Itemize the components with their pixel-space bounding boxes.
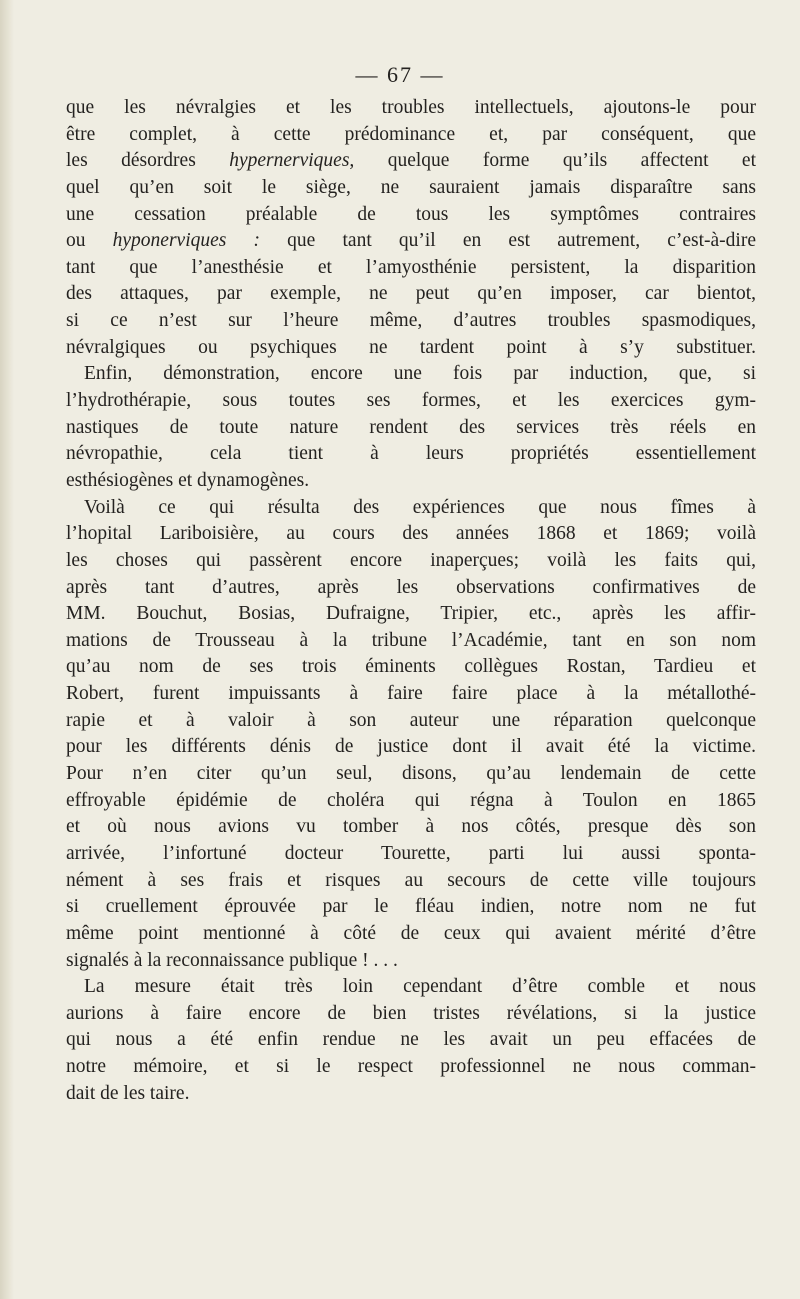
- text-line: que les névralgies et les troubles intellectuels, ajoutons-le pour: [66, 97, 756, 118]
- text-line: si cruellement éprouvée par le fléau indien, notre nom ne fut: [66, 896, 756, 918]
- text-line: après tant d’autres, après les observations confirmatives de: [66, 576, 756, 598]
- text-segment: quelque forme qu’ils affectent et: [354, 150, 756, 172]
- text-line: Voilà ce qui résulta des expériences que nous fîmes à: [84, 496, 756, 518]
- text-line: l’hydrothérapie, sous toutes ses formes, et les exercices gym-: [66, 390, 756, 412]
- text-line: La mesure était très loin cependant d’être comble et nous: [84, 976, 756, 998]
- text-line: [66, 148, 756, 175]
- text-line: aurions à faire encore de bien tristes révélations, si la justice: [66, 1002, 756, 1024]
- text-line: pour les différents dénis de justice dont il avait été la victime.: [66, 736, 756, 758]
- text-line: MM. Bouchut, Bosias, Dufraigne, Tripier, etc., après les affir-: [66, 603, 756, 625]
- text-line: qui nous a été enfin rendue ne les avait un peu effacées de: [66, 1029, 756, 1051]
- text-line: nastiques de toute nature rendent des services très réels en: [66, 416, 756, 438]
- text-line: nément à ses frais et risques au secours de cette ville toujours: [66, 869, 756, 891]
- text-line: rapie et à valoir à son auteur une réparation quelconque: [66, 709, 756, 731]
- text-line: si ce n’est sur l’heure même, d’autres troubles spasmodiques,: [66, 310, 756, 332]
- text-line: quel qu’en soit le siège, ne sauraient jamais disparaître sans: [66, 176, 756, 198]
- text-line: effroyable épidémie de choléra qui régna à Toulon en 1865: [66, 789, 756, 811]
- text-line: des attaques, par exemple, ne peut qu’en imposer, car bientot,: [66, 283, 756, 305]
- text-line: même point mentionné à côté de ceux qui avaient mérité d’être: [66, 922, 756, 944]
- body-text: [66, 95, 756, 1107]
- text-line: les choses qui passèrent encore inaperçues; voilà les faits qui,: [66, 549, 756, 571]
- text-line: esthésiogènes et dynamogènes.: [66, 469, 310, 491]
- text-segment: que tant qu’il en est autrement, c’est-à-dire: [260, 230, 756, 252]
- page-binding-edge: [0, 0, 14, 1299]
- text-line: Robert, furent impuissants à faire faire place à la métallothé-: [66, 683, 756, 705]
- page-number: — 67 —: [355, 62, 445, 87]
- text-segment: ou: [66, 230, 113, 252]
- text-line: et où nous avions vu tomber à nos côtés, presque dès son: [66, 816, 756, 838]
- text-line: mations de Trousseau à la tribune l’Académie, tant en son nom: [66, 629, 756, 651]
- text-line: arrivée, l’infortuné docteur Tourette, parti lui aussi sponta-: [66, 842, 756, 864]
- text-line: une cessation préalable de tous les symptômes contraires: [66, 203, 756, 225]
- text-line: l’hopital Lariboisière, au cours des années 1868 et 1869; voilà: [66, 523, 756, 545]
- text-line: [66, 228, 756, 255]
- text-line: névralgiques ou psychiques ne tardent point à s’y substituer.: [66, 336, 756, 358]
- text-line: signalés à la reconnaissance publique ! . . .: [66, 949, 398, 971]
- text-line: Enfin, démonstration, encore une fois par induction, que, si: [84, 363, 756, 385]
- text-line: Pour n’en citer qu’un seul, disons, qu’au lendemain de cette: [66, 763, 756, 785]
- italic-term: hypernerviques,: [229, 150, 355, 172]
- text-segment: les désordres: [66, 150, 230, 172]
- text-line: qu’au nom de ses trois éminents collègues Rostan, Tardieu et: [66, 656, 756, 678]
- text-line: névropathie, cela tient à leurs propriétés essentiellement: [66, 443, 756, 465]
- text-line: dait de les taire.: [66, 1082, 190, 1104]
- text-line: notre mémoire, et si le respect professionnel ne nous comman-: [66, 1056, 756, 1078]
- text-line: tant que l’anesthésie et l’amyosthénie persistent, la disparition: [66, 256, 756, 278]
- text-line: être complet, à cette prédominance et, par conséquent, que: [66, 123, 756, 145]
- italic-term: hyponerviques :: [112, 230, 261, 252]
